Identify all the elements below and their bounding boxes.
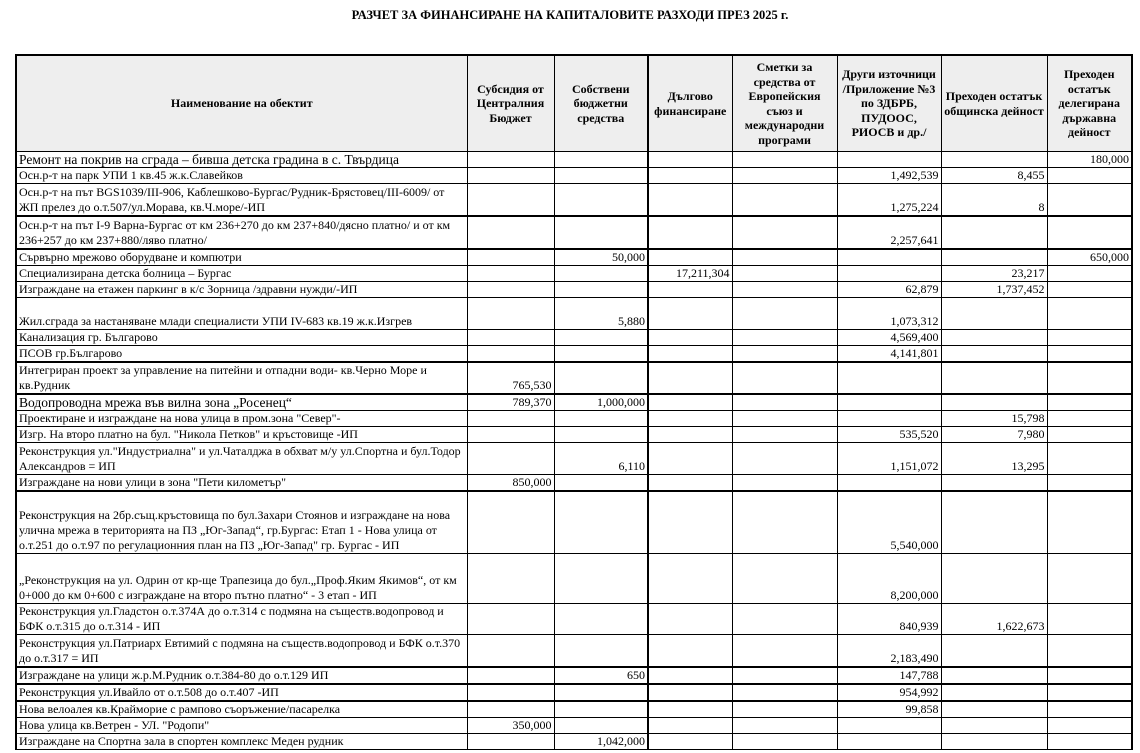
cell-transfer-municipal: [941, 394, 1047, 411]
table-row: [16, 604, 1132, 635]
cell-own-funds: [554, 329, 648, 345]
cell-own-funds: [554, 362, 648, 394]
cell-eu: [732, 554, 837, 604]
cell-object-name: Реконструкция ул."Индустриална" и ул.Чаталджа в обхват м/у ул.Спортна и бул.Тодор Александров = ИП: [16, 442, 467, 474]
cell-object-name: Реконструкция на 2бр.същ.кръстовища по бул.Захари Стоянов и изграждане на нова улична мрежа в територията на ПЗ „Юг-Запад“, гр.Бургас: Етап 1 - Нова улица от о.т.251 до о.т.97 по регулационния план на ПЗ „Юг-Запад" гр. Бургас - ИП: [16, 491, 467, 554]
cell-own-funds: [554, 554, 648, 604]
table-row: [16, 329, 1132, 345]
table-row: [16, 733, 1132, 749]
cell-debt: [648, 410, 732, 426]
cell-debt: [648, 635, 732, 667]
cell-own-funds: [554, 168, 648, 184]
cell-central-budget: [467, 635, 554, 667]
header-transfer-delegated: Преходен остатък делегирана държавна дейност: [1047, 55, 1132, 152]
cell-central-budget: [467, 554, 554, 604]
cell-object-name: ПСОВ гр.Българово: [16, 345, 467, 362]
header-central-budget: Субсидия от Централния Бюджет: [467, 55, 554, 152]
cell-eu: [732, 491, 837, 554]
cell-central-budget: [467, 281, 554, 297]
table-row: [16, 717, 1132, 733]
cell-transfer-delegated: [1047, 442, 1132, 474]
table-row: [16, 152, 1132, 168]
table-row: [16, 491, 1132, 554]
cell-other: 62,879: [837, 281, 941, 297]
cell-central-budget: [467, 329, 554, 345]
table-row: [16, 410, 1132, 426]
cell-eu: [732, 442, 837, 474]
cell-debt: [648, 216, 732, 249]
table-row: [16, 297, 1132, 329]
table-row: [16, 667, 1132, 684]
cell-transfer-delegated: [1047, 701, 1132, 718]
table-row: [16, 345, 1132, 362]
cell-other: 1,275,224: [837, 184, 941, 216]
cell-central-budget: [467, 184, 554, 216]
cell-transfer-delegated: [1047, 265, 1132, 281]
cell-transfer-municipal: 15,798: [941, 410, 1047, 426]
cell-transfer-delegated: [1047, 410, 1132, 426]
document-title: РАЗЧЕТ ЗА ФИНАНСИРАНЕ НА КАПИТАЛОВИТЕ РАЗХОДИ ПРЕЗ 2025 г.: [351, 8, 789, 22]
cell-object-name: Изграждане на нови улици в зона "Пети километър": [16, 474, 467, 491]
cell-other: 5,540,000: [837, 491, 941, 554]
cell-transfer-delegated: [1047, 168, 1132, 184]
cell-object-name: Нова улица кв.Ветрен - УЛ. "Родопи": [16, 717, 467, 733]
cell-other: [837, 733, 941, 749]
cell-central-budget: [467, 426, 554, 442]
capital-expenditure-table: [15, 54, 1133, 750]
cell-central-budget: [467, 410, 554, 426]
cell-debt: [648, 442, 732, 474]
cell-transfer-delegated: [1047, 281, 1132, 297]
cell-transfer-municipal: [941, 491, 1047, 554]
cell-transfer-municipal: [941, 635, 1047, 667]
cell-transfer-municipal: [941, 717, 1047, 733]
cell-debt: [648, 329, 732, 345]
cell-own-funds: [554, 184, 648, 216]
cell-own-funds: 650: [554, 667, 648, 684]
cell-object-name: Нова велоалея кв.Крайморие с рампово съоръжение/пасарелка: [16, 701, 467, 718]
cell-transfer-municipal: 8: [941, 184, 1047, 216]
cell-eu: [732, 701, 837, 718]
table-row: [16, 216, 1132, 249]
cell-transfer-municipal: [941, 216, 1047, 249]
cell-central-budget: [467, 701, 554, 718]
cell-object-name: Реконструкция ул.Патриарх Евтимий с подмяна на съществ.водопровод и БФК о.т.370 до о.т.317 = ИП: [16, 635, 467, 667]
header-transfer-municipal: Преходен остатък общинска дейност: [941, 55, 1047, 152]
cell-object-name: Осн.р-т на парк УПИ 1 кв.45 ж.к.Славейков: [16, 168, 467, 184]
cell-central-budget: [467, 604, 554, 635]
cell-own-funds: [554, 281, 648, 297]
cell-eu: [732, 426, 837, 442]
cell-central-budget: [467, 345, 554, 362]
table-row: [16, 265, 1132, 281]
cell-own-funds: [554, 491, 648, 554]
cell-own-funds: 1,042,000: [554, 733, 648, 749]
cell-other: [837, 474, 941, 491]
cell-debt: [648, 152, 732, 168]
cell-debt: 17,211,304: [648, 265, 732, 281]
cell-transfer-municipal: 1,622,673: [941, 604, 1047, 635]
cell-central-budget: 789,370: [467, 394, 554, 411]
cell-transfer-delegated: [1047, 297, 1132, 329]
cell-eu: [732, 717, 837, 733]
cell-object-name: „Реконструкция на ул. Одрин от кр-ще Трапезица до бул.„Проф.Яким Якимов“, от км 0+000 до км 0+600 с изграждане на второ пътно платно“ - 3 етап - ИП: [16, 554, 467, 604]
cell-own-funds: [554, 701, 648, 718]
cell-debt: [648, 474, 732, 491]
cell-other: [837, 410, 941, 426]
cell-own-funds: [554, 410, 648, 426]
cell-object-name: Изграждане на етажен паркинг в к/с Зорница /здравни нужди/-ИП: [16, 281, 467, 297]
cell-debt: [648, 426, 732, 442]
cell-eu: [732, 733, 837, 749]
cell-transfer-municipal: [941, 362, 1047, 394]
cell-own-funds: 5,880: [554, 297, 648, 329]
cell-object-name: Ремонт на покрив на сграда – бивша детска градина в с. Твърдица: [16, 152, 467, 168]
cell-eu: [732, 362, 837, 394]
cell-debt: [648, 733, 732, 749]
cell-central-budget: [467, 491, 554, 554]
header-own-funds: Собствени бюджетни средства: [554, 55, 648, 152]
cell-transfer-delegated: [1047, 362, 1132, 394]
cell-object-name: Специализирана детска болница – Бургас: [16, 265, 467, 281]
cell-object-name: Интегриран проект за управление на питейни и отпадни води- кв.Черно Море и кв.Рудник: [16, 362, 467, 394]
cell-other: [837, 394, 941, 411]
cell-own-funds: [554, 635, 648, 667]
table-row: [16, 281, 1132, 297]
cell-own-funds: [554, 345, 648, 362]
cell-debt: [648, 491, 732, 554]
cell-transfer-delegated: [1047, 474, 1132, 491]
cell-debt: [648, 362, 732, 394]
table-header-row: [16, 55, 1132, 152]
cell-debt: [648, 554, 732, 604]
cell-transfer-delegated: [1047, 329, 1132, 345]
cell-transfer-delegated: [1047, 184, 1132, 216]
cell-debt: [648, 604, 732, 635]
cell-object-name: Сървърно мрежово оборудване и компютри: [16, 249, 467, 266]
table-row: [16, 701, 1132, 718]
cell-object-name: Осн.р-т на път BGS1039/III-906, Каблешково-Бургас/Рудник-Брястовец/III-6009/ от ЖП прелез до о.т.507/ул.Морава, кв.Ч.море/-ИП: [16, 184, 467, 216]
cell-transfer-delegated: [1047, 604, 1132, 635]
cell-transfer-municipal: 1,737,452: [941, 281, 1047, 297]
cell-other: 147,788: [837, 667, 941, 684]
cell-transfer-delegated: [1047, 717, 1132, 733]
cell-eu: [732, 281, 837, 297]
cell-own-funds: [554, 426, 648, 442]
cell-debt: [648, 249, 732, 266]
cell-eu: [732, 394, 837, 411]
cell-other: 99,858: [837, 701, 941, 718]
cell-eu: [732, 168, 837, 184]
cell-eu: [732, 184, 837, 216]
cell-other: 535,520: [837, 426, 941, 442]
table-row: [16, 684, 1132, 701]
cell-other: 840,939: [837, 604, 941, 635]
cell-other: [837, 717, 941, 733]
cell-central-budget: 350,000: [467, 717, 554, 733]
cell-central-budget: 765,530: [467, 362, 554, 394]
cell-own-funds: [554, 265, 648, 281]
cell-object-name: Жил.сграда за настаняване млади специалисти УПИ IV-683 кв.19 ж.к.Изгрев: [16, 297, 467, 329]
header-debt: Дългово финансиране: [648, 55, 732, 152]
cell-other: 4,141,801: [837, 345, 941, 362]
cell-central-budget: [467, 733, 554, 749]
cell-transfer-municipal: 7,980: [941, 426, 1047, 442]
cell-object-name: Изграждане на улици ж.р.М.Рудник о.т.384-80 до о.т.129 ИП: [16, 667, 467, 684]
cell-central-budget: [467, 152, 554, 168]
cell-transfer-delegated: [1047, 667, 1132, 684]
cell-central-budget: [467, 216, 554, 249]
table-row: [16, 168, 1132, 184]
cell-debt: [648, 297, 732, 329]
cell-transfer-delegated: 180,000: [1047, 152, 1132, 168]
table-row: [16, 362, 1132, 394]
table-row: [16, 442, 1132, 474]
cell-other: 2,257,641: [837, 216, 941, 249]
table-row: [16, 554, 1132, 604]
cell-central-budget: [467, 442, 554, 474]
cell-eu: [732, 216, 837, 249]
cell-transfer-delegated: [1047, 426, 1132, 442]
cell-object-name: Осн.р-т на път I-9 Варна-Бургас от км 236+270 до км 237+840/дясно платно/ и от км 236+257 до км 237+880/ляво платно/: [16, 216, 467, 249]
cell-eu: [732, 410, 837, 426]
cell-transfer-municipal: [941, 701, 1047, 718]
table-row: [16, 249, 1132, 266]
cell-eu: [732, 249, 837, 266]
cell-other: 1,492,539: [837, 168, 941, 184]
cell-transfer-municipal: [941, 554, 1047, 604]
cell-transfer-municipal: [941, 152, 1047, 168]
cell-transfer-delegated: [1047, 394, 1132, 411]
cell-own-funds: 6,110: [554, 442, 648, 474]
cell-transfer-delegated: [1047, 554, 1132, 604]
cell-debt: [648, 667, 732, 684]
cell-eu: [732, 265, 837, 281]
cell-debt: [648, 184, 732, 216]
cell-other: 4,569,400: [837, 329, 941, 345]
cell-transfer-delegated: [1047, 684, 1132, 701]
cell-eu: [732, 152, 837, 168]
cell-eu: [732, 297, 837, 329]
cell-object-name: Проектиране и изграждане на нова улица в пром.зона "Север"-: [16, 410, 467, 426]
cell-central-budget: [467, 249, 554, 266]
cell-eu: [732, 329, 837, 345]
cell-transfer-delegated: [1047, 491, 1132, 554]
cell-eu: [732, 345, 837, 362]
cell-object-name: Водопроводна мрежа във вилна зона „Росенец“: [16, 394, 467, 411]
cell-eu: [732, 635, 837, 667]
cell-transfer-municipal: [941, 329, 1047, 345]
cell-eu: [732, 604, 837, 635]
cell-central-budget: 850,000: [467, 474, 554, 491]
cell-transfer-delegated: 650,000: [1047, 249, 1132, 266]
cell-other: 1,151,072: [837, 442, 941, 474]
cell-debt: [648, 168, 732, 184]
cell-transfer-municipal: 13,295: [941, 442, 1047, 474]
cell-debt: [648, 394, 732, 411]
cell-object-name: Изгр. На второ платно на бул. "Никола Петков" и кръстовище -ИП: [16, 426, 467, 442]
cell-object-name: Реконструкция ул.Ивайло от о.т.508 до о.т.407 -ИП: [16, 684, 467, 701]
cell-own-funds: [554, 216, 648, 249]
cell-transfer-municipal: [941, 474, 1047, 491]
cell-transfer-delegated: [1047, 733, 1132, 749]
header-other: Други източници /Приложение №3 по ЗДБРБ, ПУДООС, РИОСВ и др./: [837, 55, 941, 152]
cell-transfer-municipal: [941, 684, 1047, 701]
cell-own-funds: [554, 684, 648, 701]
cell-central-budget: [467, 667, 554, 684]
cell-transfer-municipal: 8,455: [941, 168, 1047, 184]
cell-transfer-delegated: [1047, 216, 1132, 249]
cell-transfer-municipal: [941, 249, 1047, 266]
cell-eu: [732, 684, 837, 701]
cell-debt: [648, 281, 732, 297]
cell-object-name: Реконструкция ул.Гладстон о.т.374А до о.т.314 с подмяна на съществ.водопровод и БФК о.т.315 до о.т.314 - ИП: [16, 604, 467, 635]
cell-transfer-municipal: 23,217: [941, 265, 1047, 281]
cell-other: [837, 362, 941, 394]
cell-own-funds: [554, 152, 648, 168]
cell-eu: [732, 667, 837, 684]
cell-object-name: Изграждане на Спортна зала в спортен комплекс Меден рудник: [16, 733, 467, 749]
cell-central-budget: [467, 684, 554, 701]
cell-other: 1,073,312: [837, 297, 941, 329]
cell-central-budget: [467, 297, 554, 329]
cell-transfer-municipal: [941, 667, 1047, 684]
cell-debt: [648, 717, 732, 733]
cell-own-funds: 1,000,000: [554, 394, 648, 411]
table-row: [16, 474, 1132, 491]
cell-central-budget: [467, 168, 554, 184]
table-row: [16, 635, 1132, 667]
table-row: [16, 184, 1132, 216]
cell-transfer-municipal: [941, 733, 1047, 749]
cell-transfer-municipal: [941, 345, 1047, 362]
cell-other: 954,992: [837, 684, 941, 701]
cell-other: 8,200,000: [837, 554, 941, 604]
table-row: [16, 394, 1132, 411]
cell-other: 2,183,490: [837, 635, 941, 667]
cell-own-funds: [554, 604, 648, 635]
header-name: Наименование на обектит: [16, 55, 467, 152]
cell-debt: [648, 345, 732, 362]
cell-debt: [648, 684, 732, 701]
cell-transfer-municipal: [941, 297, 1047, 329]
cell-transfer-delegated: [1047, 635, 1132, 667]
header-eu: Сметки за средства от Европейския съюз и международни програми: [732, 55, 837, 152]
cell-own-funds: [554, 717, 648, 733]
cell-transfer-delegated: [1047, 345, 1132, 362]
table-row: [16, 426, 1132, 442]
cell-debt: [648, 701, 732, 718]
cell-other: [837, 152, 941, 168]
cell-own-funds: [554, 474, 648, 491]
cell-central-budget: [467, 265, 554, 281]
cell-eu: [732, 474, 837, 491]
cell-own-funds: 50,000: [554, 249, 648, 266]
cell-other: [837, 265, 941, 281]
cell-other: [837, 249, 941, 266]
cell-object-name: Канализация гр. Българово: [16, 329, 467, 345]
